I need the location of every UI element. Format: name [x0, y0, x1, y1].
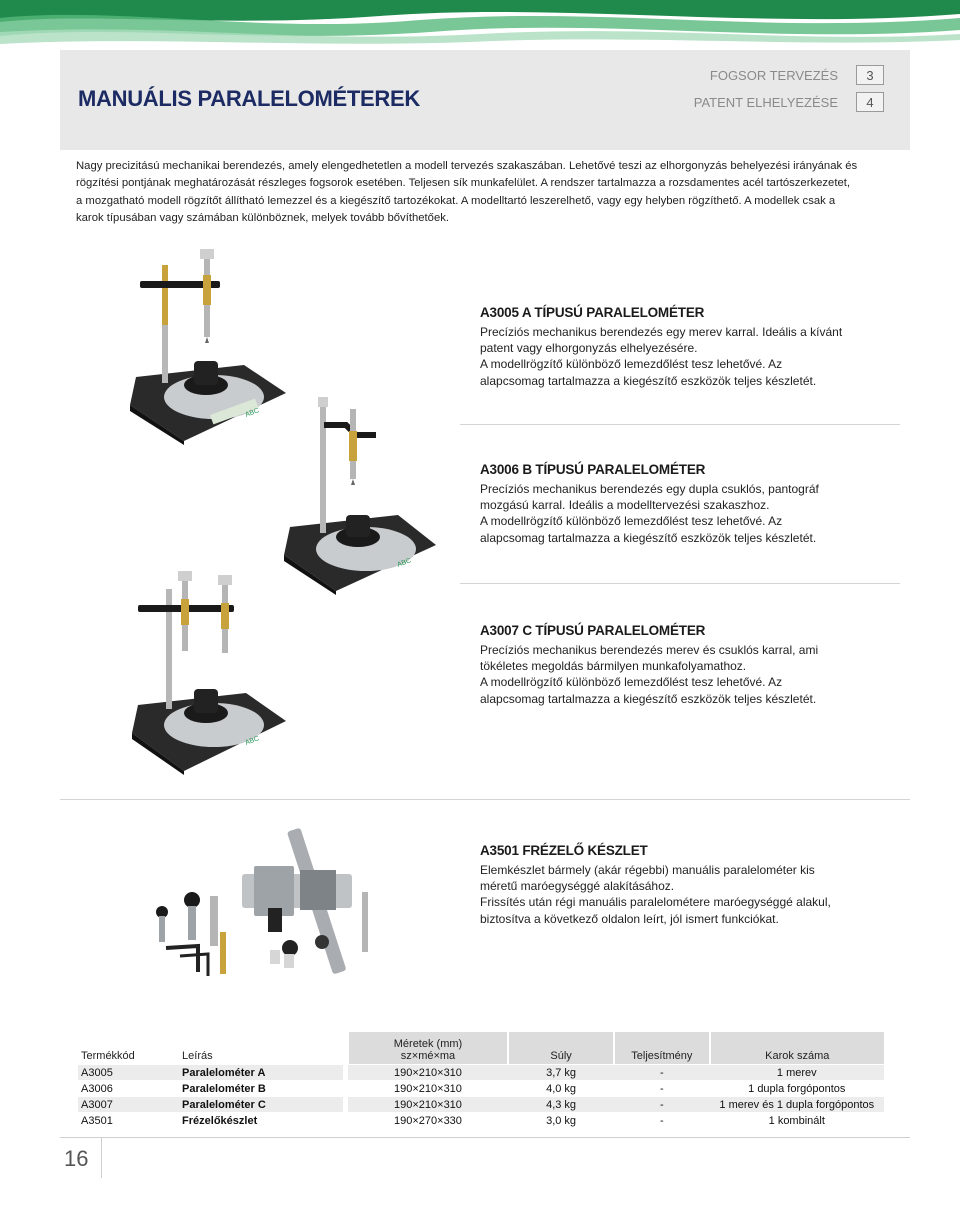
product-desc-line: A modellrögzítő különböző lemezdőlést tesz lehetővé. Az [480, 357, 783, 372]
cell-power: - [614, 1113, 709, 1129]
cell-arms: 1 kombinált [710, 1113, 884, 1129]
col-header-desc: Leírás [182, 1050, 213, 1062]
cell-power: - [614, 1081, 709, 1097]
cell-desc: Paralelométer B [179, 1081, 343, 1097]
table-row [78, 1081, 884, 1097]
product-desc-line: Elemkészlet bármely (akár régebbi) manuális paralelométer kis [480, 863, 815, 877]
col-header-dims-line2: sz×mé×ma [400, 1050, 456, 1062]
product-desc-line: biztosítva a következő oldalon leírt, jól ismert funkciókat. [480, 911, 779, 926]
product-desc-line: Frissítés után régi manuális paralelométere maróegységgé alakul, [480, 895, 831, 910]
section-nav-number: 3 [856, 65, 884, 85]
cell-code: A3006 [78, 1081, 179, 1097]
product-desc-line: tökéletes megoldás bármilyen munkafolyamathoz. [480, 659, 747, 674]
table-header-row [78, 1032, 884, 1065]
section-nav-label: PATENT ELHELYEZÉSE [693, 94, 838, 110]
cell-weight: 3,0 kg [508, 1113, 614, 1129]
col-header-arms: Karok száma [710, 1032, 884, 1065]
col-header-code: Termékkód [81, 1050, 135, 1062]
cell-desc: Paralelométer A [179, 1065, 343, 1081]
cell-weight: 4,3 kg [508, 1097, 614, 1113]
section-nav-fogsor[interactable] [710, 65, 884, 85]
header-wave-decoration [0, 0, 960, 48]
product-title: A3006 B TÍPUSÚ PARALELOMÉTER [480, 462, 706, 477]
product-desc-line: alapcsomag tartalmazza a kiegészítő eszközök teljes készletét. [480, 691, 817, 706]
product-photo-a3501 [150, 822, 430, 987]
product-desc-line: patent vagy elhorgonyzás elhelyezésére. [480, 341, 698, 356]
cell-code: A3007 [78, 1097, 179, 1113]
page-title: MANUÁLIS PARALELOMÉTEREK [78, 86, 420, 111]
cell-weight: 4,0 kg [508, 1081, 614, 1097]
cell-code: A3005 [78, 1065, 179, 1081]
intro-line: karok típusában vagy számában különböznek, melyek tovább bővíthetőek. [76, 211, 450, 224]
product-block-a3501 [480, 843, 900, 927]
intro-line: Nagy precizitású mechanikai berendezés, amely elengedhetetlen a modell tervezés szakaszában. Lehetővé teszi az elhorgonyzás behelyezési irányának és [76, 160, 858, 172]
intro-paragraph [76, 158, 892, 227]
section-divider [60, 799, 910, 800]
product-block-a3005 [480, 305, 900, 389]
table-row [78, 1097, 884, 1113]
product-desc-line: A modellrögzítő különböző lemezdőlést tesz lehetővé. Az [480, 675, 783, 690]
device-brand-label: ABC [244, 735, 261, 747]
table-row [78, 1113, 884, 1129]
cell-arms: 1 merev és 1 dupla forgópontos [710, 1097, 884, 1113]
device-brand-label: ABC [396, 557, 413, 569]
product-desc-line: mozgású karral. Ideális a modelltervezési szakaszhoz. [480, 498, 770, 513]
section-nav-patent[interactable] [694, 92, 884, 112]
product-desc-line: alapcsomag tartalmazza a kiegészítő eszközök teljes készletét. [480, 530, 817, 545]
col-header-dims [348, 1032, 508, 1065]
product-desc-line: alapcsomag tartalmazza a kiegészítő eszközök teljes készletét. [480, 373, 817, 388]
product-photo-a3006 [276, 395, 446, 600]
section-divider [460, 424, 900, 425]
product-title: A3007 C TÍPUSÚ PARALELOMÉTER [480, 623, 706, 638]
product-block-a3006 [480, 462, 900, 546]
product-desc-line: Precíziós mechanikus berendezés merev és csuklós karral, ami [480, 643, 819, 657]
product-photo-a3005 [126, 245, 296, 450]
product-block-a3007 [480, 623, 900, 707]
col-header-power: Teljesítmény [614, 1032, 709, 1065]
product-title: A3005 A TÍPUSÚ PARALELOMÉTER [480, 305, 705, 320]
col-header-weight: Súly [508, 1032, 614, 1065]
product-desc-line: Precíziós mechanikus berendezés egy merev karral. Ideális a kívánt [480, 325, 843, 339]
cell-power: - [614, 1097, 709, 1113]
product-photo-a3007 [126, 565, 296, 785]
cell-dims: 190×210×310 [348, 1065, 508, 1081]
intro-line: rögzítési pontjának meghatározását részleges fogsorok esetében. Teljesen sík munkafelület. A rendszer tartalmazza a rozsdamentes acél tartószerkezetet, [76, 177, 851, 190]
cell-dims: 190×210×310 [348, 1097, 508, 1113]
product-desc-line: Precíziós mechanikus berendezés egy dupla csuklós, pantográf [480, 482, 819, 496]
cell-code: A3501 [78, 1113, 179, 1129]
section-nav-number: 4 [856, 92, 884, 112]
section-divider [460, 583, 900, 584]
cell-power: - [614, 1065, 709, 1081]
product-desc-line: méretű maróegységgé alakításához. [480, 879, 675, 894]
table-row [78, 1065, 884, 1081]
page-number: 16 [64, 1146, 89, 1171]
cell-weight: 3,7 kg [508, 1065, 614, 1081]
cell-dims: 190×270×330 [348, 1113, 508, 1129]
header-box [60, 50, 910, 150]
footer-divider [60, 1137, 910, 1138]
col-header-dims-line1: Méretek (mm) [393, 1038, 463, 1050]
product-desc-line: A modellrögzítő különböző lemezdőlést tesz lehetővé. Az [480, 514, 783, 529]
intro-line: a mozgatható modell rögzítőt állítható lemezzel és a kiegészítő tartozékokat. A modelltartó leszerelhető, vagy egy helyben rögzíthető. A modellek csak a [76, 194, 836, 207]
section-nav-label: FOGSOR TERVEZÉS [709, 67, 838, 83]
spec-table [78, 1032, 884, 1128]
cell-desc: Paralelométer C [179, 1097, 343, 1113]
device-brand-label: ABC [244, 407, 261, 419]
product-title: A3501 FRÉZELŐ KÉSZLET [480, 843, 648, 858]
footer-vertical-divider [101, 1138, 102, 1178]
cell-dims: 190×210×310 [348, 1081, 508, 1097]
cell-arms: 1 merev [710, 1065, 884, 1081]
cell-desc: Frézelőkészlet [179, 1113, 343, 1129]
cell-arms: 1 dupla forgópontos [710, 1081, 884, 1097]
